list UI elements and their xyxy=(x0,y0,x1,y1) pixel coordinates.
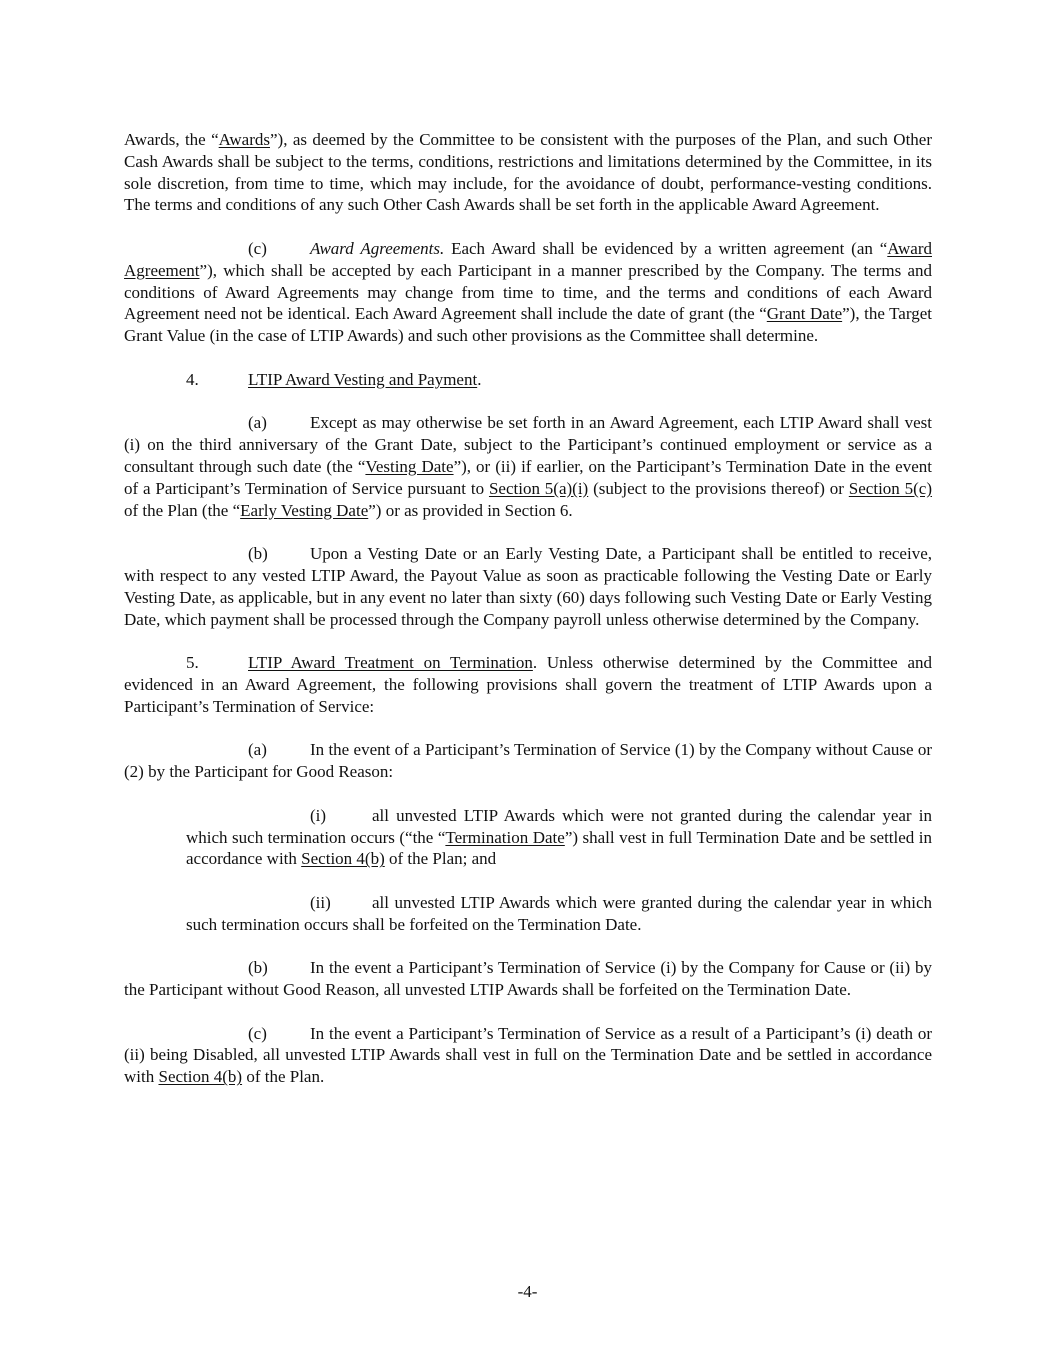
defined-term: Section 5(c) xyxy=(848,478,933,498)
section-label: (a) xyxy=(248,740,267,760)
page-number: -4- xyxy=(517,1282,538,1301)
text-run: In the event of a Participant’s Termination of Service (1) by the Company without Cause or (2) by the Participant for Good Reason: xyxy=(124,740,932,782)
text-run: (subject to the provisions thereof) or xyxy=(588,478,849,498)
section-label: (i) xyxy=(310,805,327,825)
text-run: Upon a Vesting Date or an Early Vesting Date, a Participant shall be entitled to receive, with respect to any vested LTIP Award, the Payout Value as soon as practicable following the Vesting Date or Early Vesting Date, as applicable, but in any event no later than sixty (60) days following such Vesting Date or Early Vesting Date, which payment shall be processed through the Company payroll unless otherwise determined by the Company. xyxy=(124,544,932,629)
defined-term: Grant Date xyxy=(766,304,843,324)
paragraph xyxy=(186,805,932,870)
text-run: of the Plan; and xyxy=(384,849,497,869)
defined-term: Section 4(b) xyxy=(158,1067,243,1087)
text-run: . Unless otherwise determined by the Committee and evidenced in an Award Agreement, the following provisions shall govern the treatment of LTIP Awards upon a Participant’s Termination of Service: xyxy=(124,653,932,716)
paragraph xyxy=(124,652,932,717)
section-label: (c) xyxy=(248,1023,267,1043)
section-heading: Award Agreements. xyxy=(310,238,445,258)
defined-term: Vesting Date xyxy=(365,456,454,476)
paragraph xyxy=(124,238,932,347)
text-run: In the event a Participant’s Termination of Service as a result of a Participant’s (i) death or (ii) being Disabled, all unvested LTIP Awards shall vest in full on the Termination Date and be settled in accordance with xyxy=(124,1023,932,1087)
text-run: ”), or (ii) if earlier, on the Participant’s Termination Date in the event of a Participant’s Termination of Service pursuant to xyxy=(124,456,932,498)
text-run: ”) shall vest in full Termination Date and be settled in accordance with xyxy=(186,827,932,869)
text-run: Except as may otherwise be set forth in an Award Agreement, each LTIP Award shall vest (i) on the third anniversary of the Grant Date, subject to the Participant’s continued employment or service as a consultant through such date (the “ xyxy=(124,413,932,476)
section-label: (b) xyxy=(248,958,268,978)
paragraph xyxy=(186,892,932,936)
paragraph xyxy=(124,1023,932,1088)
text-run: ”), which shall be accepted by each Participant in a manner prescribed by the Company. The terms and conditions of Award Agreements may change from time to time, and the terms and conditions of each Award Agreement need not be identical. Each Award Agreement shall include the date of grant (the “ xyxy=(124,260,932,324)
defined-term: Section 5(a)(i) xyxy=(488,478,589,498)
text-run: ”) or as provided in Section 6. xyxy=(368,500,573,520)
defined-term: Section 4(b) xyxy=(301,849,385,869)
text-run: all unvested LTIP Awards which were not granted during the calendar year in which such termination occurs (“the “ xyxy=(186,805,932,847)
text-run: ”), as deemed by the Committee to be consistent with the purposes of the Plan, and such Other Cash Awards shall be subject to the terms, conditions, restrictions and limitations determined by the Committee, in its sole discretion, from time to time, which may include, for the avoidance of doubt, performance-vesting conditions. The terms and conditions of any such Other Cash Awards shall be set forth in the applicable Award Agreement. xyxy=(124,130,932,215)
section-label: (b) xyxy=(248,544,268,564)
text-run: Each Award shall be evidenced by a written agreement (an “ xyxy=(444,238,888,258)
paragraph xyxy=(124,129,932,216)
text-run: of the Plan (the “ xyxy=(124,500,241,520)
text-run: of the Plan. xyxy=(242,1067,325,1087)
defined-term: Early Vesting Date xyxy=(240,500,369,520)
paragraph xyxy=(124,543,932,630)
text-run: . xyxy=(477,369,482,389)
paragraph xyxy=(124,739,932,783)
defined-term: Termination Date xyxy=(445,827,565,847)
section-label: 4. xyxy=(186,369,199,389)
text-run: all unvested LTIP Awards which were granted during the calendar year in which such termination occurs shall be forfeited on the Termination Date. xyxy=(186,892,932,934)
text-run: ”), the Target Grant Value (in the case of LTIP Awards) and such other provisions as the Committee shall determine. xyxy=(124,304,932,346)
text-run: Awards, the “ xyxy=(124,130,219,149)
document-body xyxy=(124,129,932,1110)
defined-term: LTIP Award Vesting and Payment xyxy=(248,369,478,389)
paragraph xyxy=(124,369,932,391)
defined-term: Awards xyxy=(218,130,270,149)
text-run: In the event a Participant’s Termination of Service (i) by the Company for Cause or (ii) by the Participant without Good Reason, all unvested LTIP Awards shall be forfeited on the Termination Date. xyxy=(124,958,932,1000)
defined-term: LTIP Award Treatment on Termination xyxy=(248,653,533,673)
section-label: (ii) xyxy=(310,892,331,912)
section-label: (c) xyxy=(248,238,267,258)
section-label: 5. xyxy=(186,653,199,673)
defined-term: Award Agreement xyxy=(124,238,932,280)
paragraph xyxy=(124,957,932,1001)
paragraph xyxy=(124,412,932,521)
section-label: (a) xyxy=(248,413,267,433)
